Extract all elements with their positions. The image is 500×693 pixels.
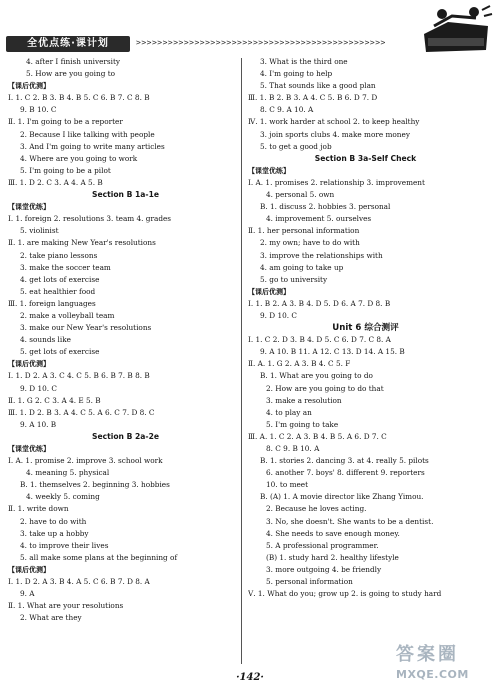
answer-line: 3. join sports clubs 4. make more money <box>260 129 410 139</box>
answer-line: 5. That sounds like a good plan <box>260 81 376 91</box>
answer-line: 5. to get a good job <box>260 141 332 151</box>
section-label: 【课堂优练】 <box>248 166 290 175</box>
book-series-banner: 全优点练·课计划 <box>6 36 130 52</box>
answer-line: Ⅱ. 1. write down <box>8 504 69 514</box>
answer-line: Ⅰ. A. 1. promises 2. relationship 3. improvement <box>248 177 425 187</box>
section-label: 【课后优测】 <box>8 82 50 91</box>
answer-line: Ⅱ. 1. her personal information <box>248 226 360 236</box>
answer-line: 8. C 9. B 10. A <box>266 444 320 453</box>
answer-line: 5. get lots of exercise <box>20 347 100 357</box>
answer-line: B. 1. What are you going to do <box>260 371 373 381</box>
answer-line: 3. make a resolution <box>266 395 342 405</box>
answer-line: 9. B 10. C <box>20 105 57 115</box>
watermark-text: 答案圈 <box>396 644 459 665</box>
answer-line: Ⅲ. 1. B 2. B 3. A 4. C 5. B 6. D 7. D <box>248 93 378 103</box>
answer-line: (B) 1. study hard 2. healthy lifestyle <box>266 552 399 562</box>
answer-line: 4. improvement 5. ourselves <box>266 214 372 224</box>
answer-line: 8. C 9. A 10. A <box>260 105 314 115</box>
answer-line: 5. personal information <box>266 577 353 587</box>
answer-line: Ⅰ. 1. foreign 2. resolutions 3. team 4. grades <box>8 214 172 224</box>
answer-line: 2. have to do with <box>20 516 87 526</box>
answer-line: 6. another 7. boys' 8. different 9. reporters <box>266 468 425 478</box>
answer-line: Ⅱ. 1. What are your resolutions <box>8 601 124 611</box>
section-label: 【课堂优练】 <box>8 445 50 453</box>
answer-line: 10. to meet <box>266 480 309 490</box>
answer-line: Ⅱ. 1. G 2. C 3. A 4. E 5. B <box>8 395 101 405</box>
answer-line: Ⅳ. 1. work harder at school 2. to keep healthy <box>248 117 420 127</box>
answer-line: Ⅰ. A. 1. promise 2. improve 3. school work <box>8 456 163 466</box>
answer-line: 2. take piano lessons <box>20 250 98 260</box>
mascot-illustration-icon <box>418 4 494 56</box>
answer-line: Ⅲ. 1. foreign languages <box>8 298 96 308</box>
answer-line: 3. take up a hobby <box>20 528 89 538</box>
section-label: 【课堂优练】 <box>8 203 50 212</box>
answer-line: Ⅲ. A. 1. C 2. A 3. B 4. B 5. A 6. D 7. C <box>248 431 387 441</box>
answer-line: 3. make the soccer team <box>20 262 111 272</box>
answer-line: B. 1. stories 2. dancing 3. at 4. really 5. pilots <box>260 456 429 466</box>
answer-line: Ⅰ. 1. C 2. D 3. B 4. D 5. C 6. D 7. C 8. A <box>248 335 391 345</box>
answer-line: 3. And I'm going to write many articles <box>20 141 165 151</box>
answer-line: 5. eat healthier food <box>20 286 96 296</box>
answer-line: 4. Where are you going to work <box>20 153 138 163</box>
answer-line: 2. my own; have to do with <box>260 238 360 248</box>
page-header <box>0 0 500 56</box>
answer-line: 3. No, she doesn't. She wants to be a dentist. <box>266 516 434 526</box>
answer-line: Ⅰ. 1. C 2. B 3. B 4. B 5. C 6. B 7. C 8. B <box>8 93 150 103</box>
answer-line: 4. to play an <box>266 407 312 417</box>
answer-line: 3. more outgoing 4. be friendly <box>266 564 382 574</box>
answer-line: Ⅱ. 1. are making New Year's resolutions <box>8 238 156 248</box>
answer-line: Ⅱ. 1. I'm going to be a reporter <box>8 117 123 127</box>
answer-line: 4. personal 5. own <box>266 190 335 200</box>
answer-line: 5. violinist <box>20 226 59 236</box>
answer-line: 2. What are they <box>20 613 82 623</box>
answer-line: 2. How are you going to do that <box>266 383 384 393</box>
answer-line: 9. D 10. C <box>260 310 297 320</box>
answer-line: 4. meaning 5. physical <box>26 468 110 478</box>
answer-line: Ⅰ. 1. D 2. A 3. B 4. A 5. C 6. B 7. D 8. A <box>8 577 150 587</box>
answer-line: 5. go to university <box>260 274 328 284</box>
answer-line: 5. A professional programmer. <box>266 540 379 550</box>
page-number: ·142· <box>236 672 264 683</box>
right-answer-column <box>248 56 483 666</box>
answer-line: Ⅲ. 1. D 2. C 3. A 4. A 5. B <box>8 177 103 187</box>
watermark-url: MXQE.COM <box>396 668 469 681</box>
section-title: Unit 6 综合测评 <box>332 323 399 334</box>
header-chevron-rule: >>>>>>>>>>>>>>>>>>>>>>>>>>>>>>>>>>>>>>>>>>>>>>> <box>136 38 386 47</box>
answer-line: 4. She needs to save enough money. <box>266 528 400 538</box>
answer-line: 2. Because I like talking with people <box>20 129 155 139</box>
answer-line: Ⅴ. 1. What do you; grow up 2. is going to study hard <box>248 589 442 599</box>
answer-line: 4. am going to take up <box>260 262 344 272</box>
answer-line: B. 1. themselves 2. beginning 3. hobbies <box>20 480 170 490</box>
section-title: Section B 1a-1e <box>91 190 160 200</box>
section-label: 【课后优测】 <box>8 360 50 369</box>
answer-line: 9. A 10. B 11. A 12. C 13. D 14. A 15. B <box>260 347 405 357</box>
left-answer-column <box>8 56 243 666</box>
answer-line: 4. to improve their lives <box>20 540 109 550</box>
answer-line: 5. all make some plans at the beginning of <box>20 552 178 562</box>
answer-line: 4. after I finish university <box>26 57 121 66</box>
section-title: Section B 2a-2e <box>91 431 160 441</box>
answer-line: 2. Because he loves acting. <box>266 504 367 514</box>
answer-line: 3. What is the third one <box>260 57 348 66</box>
answer-line: B. 1. discuss 2. hobbies 3. personal <box>260 202 391 212</box>
answer-line: Ⅰ. 1. B 2. A 3. B 4. D 5. D 6. A 7. D 8. B <box>248 298 391 308</box>
section-title: Section B 3a-Self Check <box>314 153 417 163</box>
answer-line: 4. I'm going to help <box>260 69 333 79</box>
section-label: 【课后优测】 <box>8 565 50 574</box>
answer-line: 4. sounds like <box>20 335 71 345</box>
answer-line: 5. I'm going to take <box>266 419 339 429</box>
answer-line: Ⅱ. A. 1. G 2. A 3. B 4. C 5. F <box>248 359 351 369</box>
answer-line: 5. How are you going to <box>26 69 116 79</box>
watermark-logo <box>396 642 498 690</box>
answer-line: 2. make a volleyball team <box>20 310 115 320</box>
answer-line: 3. improve the relationships with <box>260 250 383 260</box>
answer-line: 9. A <box>20 589 35 599</box>
answer-line: 4. get lots of exercise <box>20 274 100 284</box>
answer-line: 4. weekly 5. coming <box>26 492 100 502</box>
answer-line: 9. A 10. B <box>20 419 57 429</box>
section-label: 【课后优测】 <box>248 287 290 296</box>
answer-line: Ⅰ. 1. D 2. A 3. C 4. C 5. B 6. B 7. B 8. B <box>8 371 150 381</box>
answer-line: Ⅲ. 1. D 2. B 3. A 4. C 5. A 6. C 7. D 8. C <box>8 407 155 417</box>
answer-line: 5. I'm going to be a pilot <box>20 165 111 175</box>
answer-line: B. (A) 1. A movie director like Zhang Yimou. <box>260 492 424 502</box>
answer-line: 3. make our New Year's resolutions <box>20 323 152 333</box>
answer-line: 9. D 10. C <box>20 383 57 393</box>
